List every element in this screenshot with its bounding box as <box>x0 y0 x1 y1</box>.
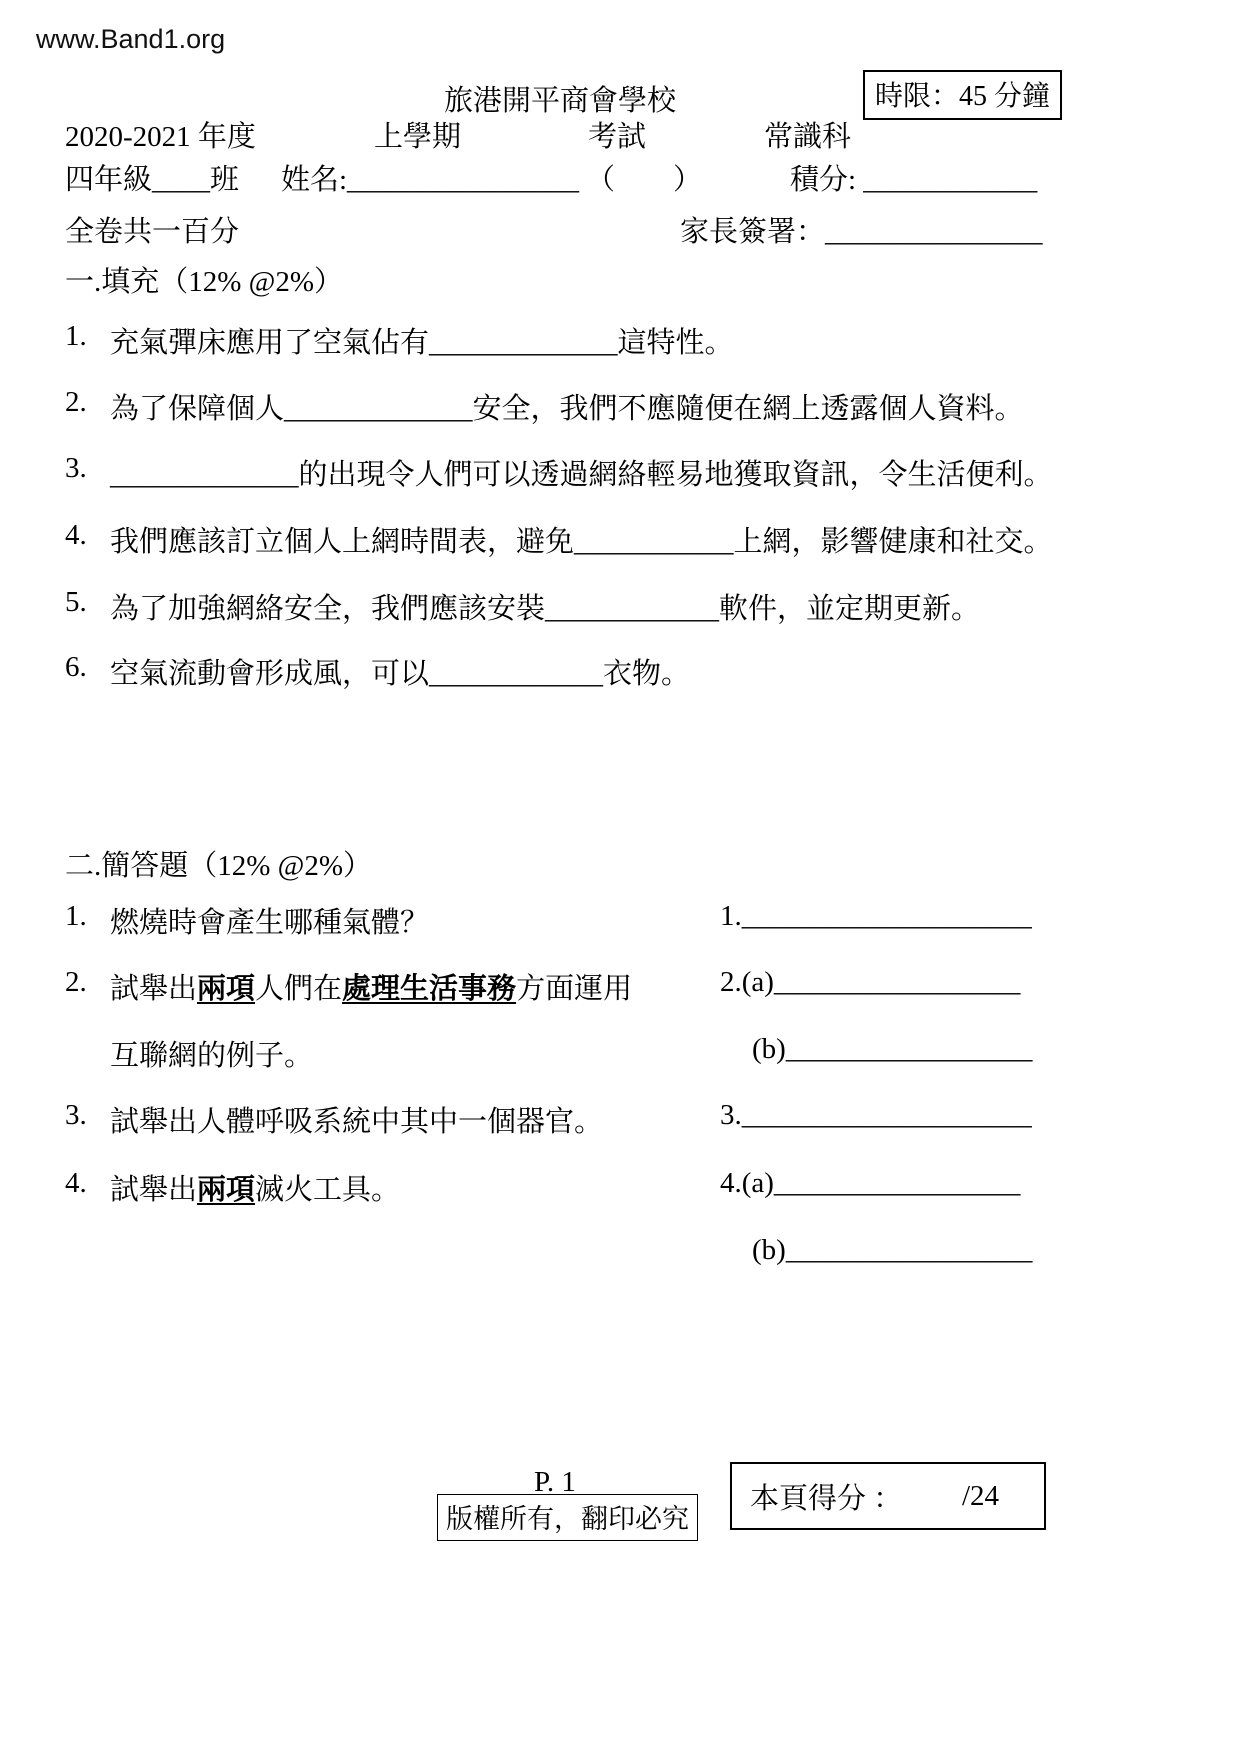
question-text: 燃燒時會產生哪種氣體？ <box>110 907 430 939</box>
question-text: 充氣彈床應用了空氣佔有_____________這特性。 <box>110 327 734 359</box>
question-text-emphasis: 處理生活事務 <box>342 973 517 1005</box>
answer-blank: (b)_________________ <box>752 1033 1033 1065</box>
section2-title: 二.簡答題（12% @2%） <box>65 850 373 882</box>
question-text-part: 滅火工具。 <box>255 1174 401 1206</box>
answer-blank: (b)_________________ <box>752 1234 1033 1266</box>
question-text-part: 試舉出 <box>110 1174 198 1206</box>
question-number: 3. <box>65 1099 87 1131</box>
question-number: 4. <box>65 519 87 551</box>
time-limit-box: 時限：45 分鐘 <box>863 70 1062 120</box>
total-marks: 全卷共一百分 <box>65 216 240 248</box>
copyright-notice: 版權所有，翻印必究 <box>437 1494 698 1541</box>
question-text-emphasis: 兩項 <box>197 1174 256 1206</box>
exam-year: 2020-2021 年度 <box>65 121 256 153</box>
question-number: 4. <box>65 1167 87 1199</box>
question-number: 6. <box>65 651 87 683</box>
question-text: 為了加強網絡安全，我們應該安裝____________軟件，並定期更新。 <box>110 593 981 625</box>
page-score-box <box>730 1462 1046 1530</box>
question-number: 5. <box>65 586 87 618</box>
class-number-brackets: （ ） <box>586 164 703 196</box>
question-number: 2. <box>65 386 87 418</box>
score-field: 積分: ____________ <box>790 164 1038 196</box>
answer-blank: 4.(a)_________________ <box>720 1167 1021 1199</box>
question-text-part: 方面運用 <box>516 973 633 1005</box>
question-number: 2. <box>65 966 87 998</box>
question-text-part: 試舉出 <box>110 973 198 1005</box>
answer-blank: 3.____________________ <box>720 1099 1032 1131</box>
answer-blank: 1.____________________ <box>720 900 1032 932</box>
question-text: 我們應該訂立個人上網時間表，避免___________上網，影響健康和社交。 <box>110 526 1053 558</box>
exam-subject: 常識科 <box>764 121 852 153</box>
exam-type: 考試 <box>588 121 647 153</box>
grade-class-field: 四年級____班 <box>65 164 240 196</box>
exam-term: 上學期 <box>374 121 462 153</box>
question-text: 互聯網的例子。 <box>110 1040 314 1072</box>
parent-signature-field: 家長簽署：_______________ <box>680 216 1043 248</box>
question-text <box>110 966 632 1007</box>
question-number: 1. <box>65 900 87 932</box>
page-score-label: 本頁得分 ： <box>750 1482 903 1515</box>
site-watermark: www.Band1.org <box>36 24 226 54</box>
question-text: 為了保障個人_____________安全，我們不應隨便在網上透露個人資料。 <box>110 393 1024 425</box>
question-text <box>110 1167 400 1208</box>
question-text-part: 人們在 <box>255 973 343 1005</box>
school-name: 旅港開平商會學校 <box>444 85 677 117</box>
question-number: 3. <box>65 452 87 484</box>
question-text: 試舉出人體呼吸系統中其中一個器官。 <box>110 1106 604 1138</box>
student-name-field: 姓名:________________ <box>281 164 580 196</box>
answer-blank: 2.(a)_________________ <box>720 966 1021 998</box>
question-text: 空氣流動會形成風，可以____________衣物。 <box>110 658 691 690</box>
page-score-value: /24 <box>961 1479 999 1512</box>
page-number: P. 1 <box>534 1466 576 1498</box>
question-text-emphasis: 兩項 <box>197 973 256 1005</box>
question-number: 1. <box>65 320 87 352</box>
question-text: _____________的出現令人們可以透過網絡輕易地獲取資訊，令生活便利。 <box>110 459 1053 491</box>
section1-title: 一.填充（12% @2%） <box>65 266 344 298</box>
